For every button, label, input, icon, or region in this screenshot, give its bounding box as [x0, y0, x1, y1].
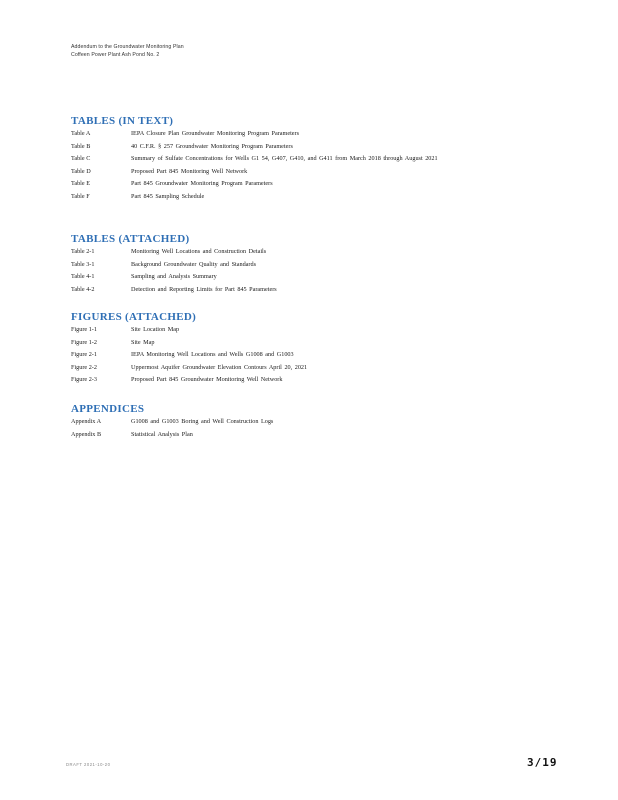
item-label: Table 2-1: [71, 248, 95, 255]
item-label: Figure 2-1: [71, 351, 97, 359]
list-item: [71, 429, 571, 442]
item-text: IEPA Monitoring Well Locations and Wells G1008 and G1003: [131, 351, 294, 359]
item-label: Figure 1-2: [71, 338, 97, 346]
item-text: Monitoring Well Locations and Construction Details: [131, 248, 267, 255]
item-text: Site Map: [131, 338, 155, 346]
item-text: G1008 and G1003 Boring and Well Construction Logs: [131, 418, 274, 425]
item-text: Site Location Map: [131, 326, 180, 333]
item-label: Table 3-1: [71, 260, 95, 268]
item-text: Part 845 Groundwater Monitoring Program Parameters: [131, 180, 273, 188]
item-text: Proposed Part 845 Groundwater Monitoring Well Network: [131, 376, 283, 384]
footer-note: DRAFT 2021-10-20: [66, 762, 111, 767]
running-header: [71, 44, 184, 59]
list-item: [71, 259, 571, 272]
item-text: Proposed Part 845 Monitoring Well Network: [131, 167, 248, 175]
list-item: [71, 324, 571, 337]
section-tables-attached: [71, 233, 571, 296]
section-title: TABLES (ATTACHED): [71, 233, 190, 245]
item-label: Table E: [71, 180, 90, 188]
list-item: [71, 271, 571, 284]
item-text: Detection and Reporting Limits for Part 845 Parameters: [131, 285, 277, 293]
item-label: Table F: [71, 192, 90, 200]
item-label: Appendix B: [71, 430, 102, 438]
item-label: Table B: [71, 142, 91, 150]
item-text: Background Groundwater Quality and Standards: [131, 260, 256, 268]
list-item: [71, 166, 571, 179]
list-item: [71, 284, 571, 297]
item-text: Sampling and Analysis Summary: [131, 273, 217, 281]
item-label: Figure 1-1: [71, 326, 97, 333]
item-label: Table 4-1: [71, 273, 95, 281]
section-appendices: [71, 403, 571, 441]
section-title: FIGURES (ATTACHED): [71, 311, 197, 323]
page-number: 3/19: [527, 756, 558, 769]
item-label: Table 4-2: [71, 285, 95, 293]
section-title: APPENDICES: [71, 403, 145, 415]
item-text: Summary of Sulfate Concentrations for Wells G1 54, G407, G410, and G411 from March 2018 through August 2021: [131, 155, 438, 163]
item-label: Table C: [71, 155, 91, 163]
list-item: [71, 246, 571, 259]
list-item: [71, 374, 571, 387]
section-figures-attached: [71, 311, 571, 387]
item-label: Appendix A: [71, 418, 102, 425]
item-text: Uppermost Aquifer Groundwater Elevation Contours April 20, 2021: [131, 363, 308, 371]
list-item: [71, 128, 571, 141]
item-text: IEPA Closure Plan Groundwater Monitoring Program Parameters: [131, 130, 299, 137]
list-item: [71, 416, 571, 429]
item-text: Part 845 Sampling Schedule: [131, 192, 205, 200]
list-item: [71, 153, 571, 166]
item-text: Statistical Analysis Plan: [131, 430, 193, 438]
header-line-1: Addendum to the Groundwater Monitoring Plan: [71, 44, 184, 50]
item-label: Figure 2-2: [71, 363, 97, 371]
list-item: [71, 141, 571, 154]
list-item: [71, 337, 571, 350]
section-tables-in-text: [71, 115, 571, 204]
list-item: [71, 362, 571, 375]
list-item: [71, 191, 571, 204]
item-label: Figure 2-3: [71, 376, 97, 384]
list-item: [71, 349, 571, 362]
item-label: Table D: [71, 167, 91, 175]
header-line-2: Coffeen Power Plant Ash Pond No. 2: [71, 51, 160, 58]
list-item: [71, 178, 571, 191]
item-text: 40 C.F.R. § 257 Groundwater Monitoring Program Parameters: [131, 142, 293, 150]
section-title: TABLES (IN TEXT): [71, 115, 174, 127]
item-label: Table A: [71, 130, 91, 137]
